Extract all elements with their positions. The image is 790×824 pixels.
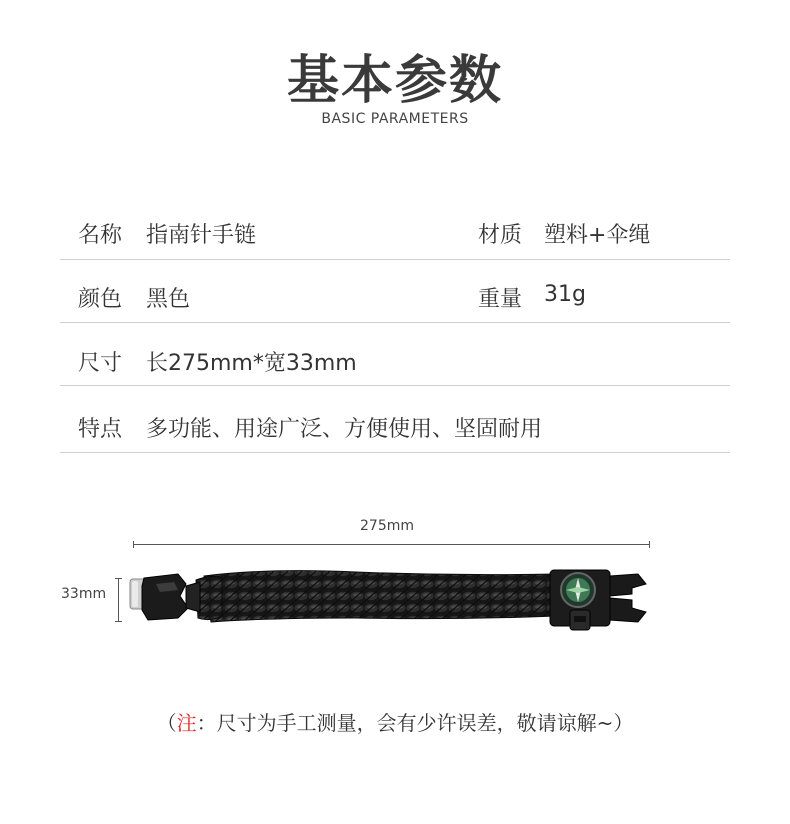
note-open-bracket: （: [156, 711, 177, 735]
weight-label: 重量: [478, 287, 523, 312]
color-label: 颜色: [78, 287, 123, 312]
weight-value: 31g: [544, 282, 586, 307]
color-value: 黑色: [146, 287, 191, 312]
size-value: 长275mm*宽33mm: [146, 351, 357, 376]
material-label: 材质: [478, 223, 523, 248]
size-label: 尺寸: [78, 351, 123, 376]
length-line-left-cap: [133, 541, 134, 548]
note-highlight: 注: [176, 711, 197, 735]
note-text: ：尺寸为手工测量，会有少许误差，敬请谅解~）: [196, 711, 634, 735]
width-line-top-cap: [115, 578, 122, 579]
width-dimension-line: [118, 578, 119, 622]
page-subtitle: BASIC PARAMETERS: [321, 111, 469, 127]
page-title: 基本参数: [286, 51, 503, 111]
parameter-table: [60, 198, 730, 453]
measurement-note: [0, 707, 790, 736]
param-row-features: [60, 386, 730, 453]
length-dimension-line: [133, 544, 650, 545]
material-value: 塑料+伞绳: [544, 223, 651, 248]
paracord-compass-bracelet-icon: [126, 566, 656, 636]
name-value: 指南针手链: [146, 223, 257, 248]
length-dimension-label: 275mm: [360, 518, 414, 534]
param-row-size: [60, 323, 730, 386]
name-label: 名称: [78, 223, 123, 248]
feature-value: 多功能、用途广泛、方便使用、坚固耐用: [146, 417, 543, 442]
length-line-right-cap: [649, 541, 650, 548]
feature-label: 特点: [78, 417, 123, 442]
param-row-name-material: [60, 198, 730, 260]
width-dimension-label: 33mm: [61, 586, 107, 602]
param-row-color-weight: [60, 260, 730, 323]
width-line-bottom-cap: [115, 621, 122, 622]
